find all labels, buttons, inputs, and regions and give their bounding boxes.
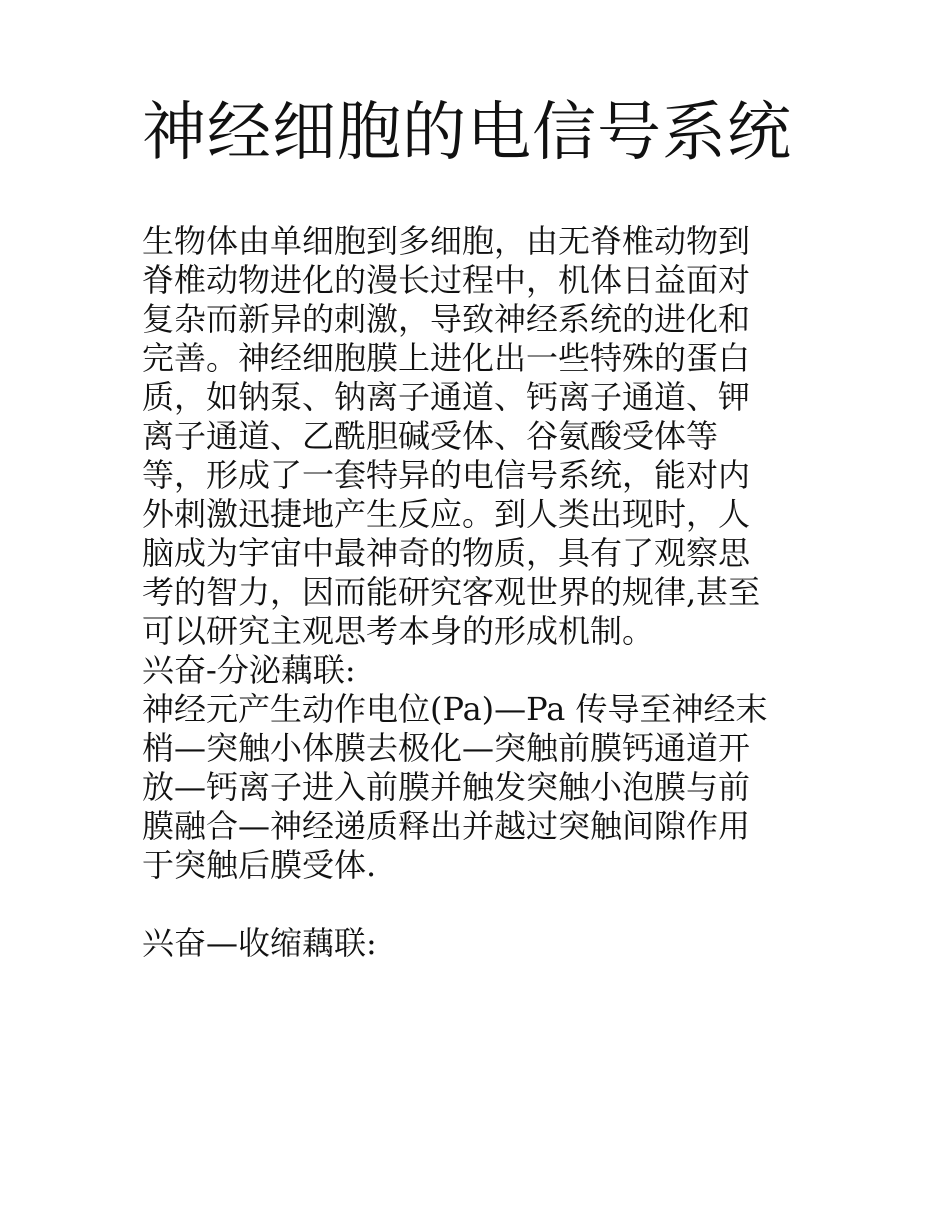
body-line: 于突触后膜受体. <box>142 846 377 884</box>
body-line: 梢—突触小体膜去极化—突触前膜钙通道开 <box>142 729 751 767</box>
document-page <box>142 88 802 963</box>
body-line: 放—钙离子进入前膜并触发突触小泡膜与前 <box>142 768 751 806</box>
body-line: 质，如钠泵、钠离子通道、钙离子通道、钾 <box>142 378 751 416</box>
document-title: 神经细胞的电信号系统 <box>142 96 792 170</box>
blank-line <box>142 885 802 924</box>
body-line: 离子通道、乙酰胆碱受体、谷氨酸受体等 <box>142 417 719 455</box>
section-heading-secretion-coupling: 兴奋-分泌藕联: <box>142 651 356 689</box>
body-line: 完善。神经细胞膜上进化出一些特殊的蛋白 <box>142 339 751 377</box>
document-body <box>142 222 802 963</box>
body-line: 考的智力，因而能研究客观世界的规律,甚至 <box>142 573 761 611</box>
body-line: 膜融合—神经递质释出并越过突触间隙作用 <box>142 807 751 845</box>
body-line: 可以研究主观思考本身的形成机制。 <box>142 612 655 650</box>
body-line: 脊椎动物进化的漫长过程中，机体日益面对 <box>142 261 751 299</box>
body-line: 外刺激迅捷地产生反应。到人类出现时，人 <box>142 495 751 533</box>
body-line: 神经元产生动作电位(Pa)—Pa 传导至神经末 <box>142 690 768 728</box>
section-heading-contraction-coupling: 兴奋—收缩藕联: <box>142 924 377 962</box>
body-line: 复杂而新异的刺激，导致神经系统的进化和 <box>142 300 751 338</box>
body-line: 生物体由单细胞到多细胞，由无脊椎动物到 <box>142 222 751 260</box>
body-line: 脑成为宇宙中最神奇的物质，具有了观察思 <box>142 534 751 572</box>
body-line: 等，形成了一套特异的电信号系统，能对内 <box>142 456 751 494</box>
